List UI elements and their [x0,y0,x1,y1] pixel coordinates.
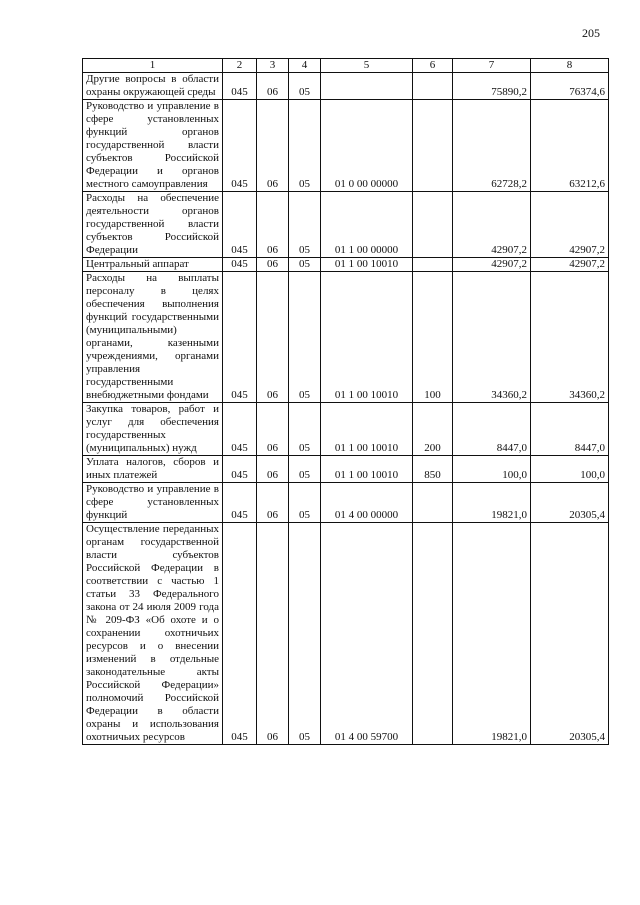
row-name: Руководство и управление в сфере установленных функций [83,483,223,523]
cell-csr: 01 1 00 00000 [321,192,413,258]
page-number: 205 [582,26,600,40]
cell-vr: 100 [413,272,453,403]
cell-rz: 06 [257,272,289,403]
cell-pr: 05 [289,73,321,100]
table-row [83,523,609,745]
cell-sum-2: 42907,2 [531,258,609,272]
cell-vr [413,100,453,192]
cell-sum-1: 75890,2 [453,73,531,100]
cell-rz: 06 [257,456,289,483]
cell-grbs: 045 [223,483,257,523]
cell-grbs: 045 [223,73,257,100]
row-name: Расходы на выплаты персоналу в целях обеспечения выполнения функций государственными (муниципальными) органами, казенными учреждениями, органами управления государственными внебюджетными фондами [83,272,223,403]
cell-vr [413,483,453,523]
cell-sum-1: 19821,0 [453,523,531,745]
row-name: Центральный аппарат [83,258,223,272]
cell-vr: 850 [413,456,453,483]
cell-sum-1: 42907,2 [453,258,531,272]
cell-grbs: 045 [223,403,257,456]
cell-grbs: 045 [223,100,257,192]
table-row [83,73,609,100]
cell-sum-2: 100,0 [531,456,609,483]
cell-rz: 06 [257,523,289,745]
cell-pr: 05 [289,523,321,745]
header-row [83,59,609,73]
cell-sum-2: 63212,6 [531,100,609,192]
budget-table [82,58,609,745]
cell-pr: 05 [289,403,321,456]
cell-sum-2: 20305,4 [531,523,609,745]
cell-pr: 05 [289,272,321,403]
cell-sum-2: 76374,6 [531,73,609,100]
cell-pr: 05 [289,100,321,192]
cell-grbs: 045 [223,258,257,272]
table-row [83,272,609,403]
table-row [83,100,609,192]
column-header: 1 [83,59,223,73]
cell-vr: 200 [413,403,453,456]
cell-grbs: 045 [223,272,257,403]
column-header: 2 [223,59,257,73]
table-row [83,403,609,456]
cell-pr: 05 [289,192,321,258]
cell-vr [413,73,453,100]
cell-vr [413,192,453,258]
cell-sum-2: 34360,2 [531,272,609,403]
cell-rz: 06 [257,483,289,523]
cell-csr: 01 1 00 10010 [321,456,413,483]
cell-grbs: 045 [223,523,257,745]
table-row [83,483,609,523]
cell-rz: 06 [257,403,289,456]
column-header: 3 [257,59,289,73]
cell-sum-2: 42907,2 [531,192,609,258]
column-header: 8 [531,59,609,73]
cell-sum-1: 8447,0 [453,403,531,456]
row-name: Другие вопросы в области охраны окружающей среды [83,73,223,100]
cell-grbs: 045 [223,456,257,483]
cell-sum-1: 19821,0 [453,483,531,523]
cell-sum-1: 34360,2 [453,272,531,403]
cell-csr: 01 1 00 10010 [321,403,413,456]
cell-sum-1: 62728,2 [453,100,531,192]
cell-csr: 01 1 00 10010 [321,258,413,272]
row-name: Руководство и управление в сфере установленных функций органов государственной власти субъектов Российской Федерации и органов местного самоуправления [83,100,223,192]
cell-sum-1: 42907,2 [453,192,531,258]
column-header: 4 [289,59,321,73]
row-name: Закупка товаров, работ и услуг для обеспечения государственных (муниципальных) нужд [83,403,223,456]
cell-sum-2: 20305,4 [531,483,609,523]
cell-rz: 06 [257,100,289,192]
cell-rz: 06 [257,192,289,258]
table-row [83,456,609,483]
column-header: 6 [413,59,453,73]
cell-csr [321,73,413,100]
table-row [83,258,609,272]
row-name: Расходы на обеспечение деятельности органов государственной власти субъектов Российской Федерации [83,192,223,258]
cell-pr: 05 [289,483,321,523]
cell-grbs: 045 [223,192,257,258]
cell-pr: 05 [289,456,321,483]
row-name: Уплата налогов, сборов и иных платежей [83,456,223,483]
cell-csr: 01 0 00 00000 [321,100,413,192]
cell-sum-2: 8447,0 [531,403,609,456]
cell-vr [413,523,453,745]
row-name: Осуществление переданных органам государственной власти субъектов Российской Федерации в соответствии с частью 1 статьи 33 Федерального закона от 24 июля 2009 года № 209-ФЗ «Об охоте и о сохранении охотничьих ресурсов и о внесении изменений в отдельные законодательные акты Российской Федерации» полномочий Российской Федерации в области охраны и использования охотничьих ресурсов [83,523,223,745]
cell-csr: 01 4 00 00000 [321,483,413,523]
cell-vr [413,258,453,272]
column-header: 5 [321,59,413,73]
cell-sum-1: 100,0 [453,456,531,483]
cell-csr: 01 4 00 59700 [321,523,413,745]
cell-rz: 06 [257,73,289,100]
cell-csr: 01 1 00 10010 [321,272,413,403]
cell-pr: 05 [289,258,321,272]
cell-rz: 06 [257,258,289,272]
table-row [83,192,609,258]
column-header: 7 [453,59,531,73]
